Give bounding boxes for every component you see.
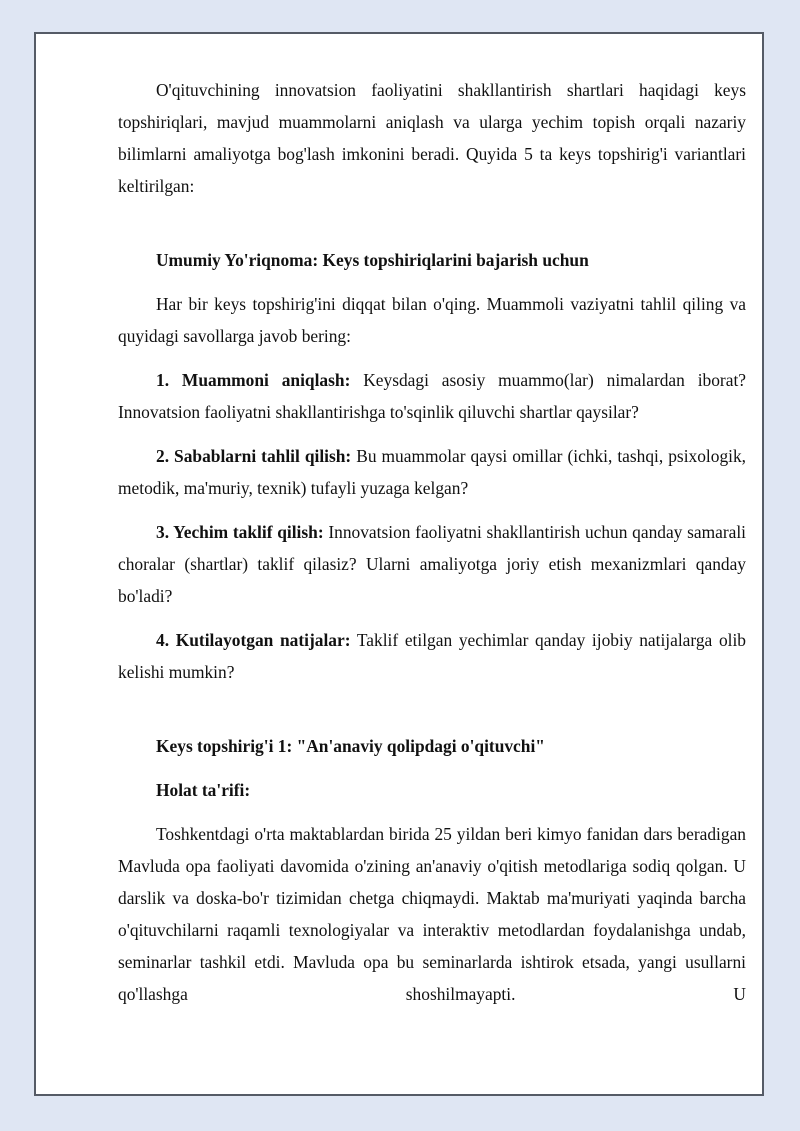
step-3-label: 3. Yechim taklif qilish: xyxy=(156,522,324,542)
step-4-paragraph xyxy=(118,624,746,688)
step-3-paragraph xyxy=(118,516,746,612)
step-2-text: Bu muammolar qaysi omillar (ichki, tashqi, psixologik, metodik, ma'muriy, texnik) tufayli yuzaga kelgan? xyxy=(118,446,747,498)
intro-paragraph: O'qituvchining innovatsion faoliyatini shakllantirish shartlari haqidagi keys topshiriqlari, mavjud muammolarni aniqlash va ularga yechim topish orqali nazariy bilimlarni amaliyotga bog'lash imkonini beradi. Quyida 5 ta keys topshirig'i variantlari keltirilgan: xyxy=(118,80,746,196)
step-2-paragraph xyxy=(118,440,746,504)
step-1-paragraph xyxy=(118,364,746,428)
case-1-subtitle: Holat ta'rifi: xyxy=(156,780,251,800)
document-content xyxy=(118,74,746,1010)
case-1-title: Keys topshirig'i 1: "An'anaviy qolipdagi o'qituvchi" xyxy=(156,736,545,756)
step-4-label: 4. Kutilayotgan natijalar: xyxy=(156,630,351,650)
step-1-label: 1. Muammoni aniqlash: xyxy=(156,370,351,390)
step-4-text: Taklif etilgan yechimlar qanday ijobiy natijalarga olib kelishi mumkin? xyxy=(118,630,746,682)
document-page xyxy=(34,32,764,1096)
step-1-text: Keysdagi asosiy muammo(lar) nimalardan iborat? Innovatsion faoliyatni shakllantirishga to'sqinlik qiluvchi shartlar qaysilar? xyxy=(118,370,746,422)
step-3-text: Innovatsion faoliyatni shakllantirish uchun qanday samarali choralar (shartlar) taklif qilasiz? Ularni amaliyotga joriy etish mexanizmlari qanday bo'ladi? xyxy=(118,522,747,606)
step-2-label: 2. Sabablarni tahlil qilish: xyxy=(156,446,352,466)
guide-heading: Umumiy Yo'riqnoma: Keys topshiriqlarini bajarish uchun xyxy=(156,250,589,270)
case-1-description: Toshkentdagi o'rta maktablardan birida 25 yildan beri kimyo fanidan dars beradigan Mavluda opa faoliyati davomida o'zining an'anaviy o'qitish metodlariga sodiq qolgan. U darslik va doska-bo'r tizimidan chetga chiqmaydi. Maktab ma'muriyati yaqinda barcha o'qituvchilarni raqamli texnologiyalar va interaktiv metodlardan foydalanishga undab, seminarlar tashkil etdi. Mavluda opa bu seminarlarda ishtirok etsada, yangi usullarni qo'llashga shoshilmayapti. U xyxy=(118,824,746,1004)
guide-intro-paragraph: Har bir keys topshirig'ini diqqat bilan o'qing. Muammoli vaziyatni tahlil qiling va quyidagi savollarga javob bering: xyxy=(118,294,746,346)
